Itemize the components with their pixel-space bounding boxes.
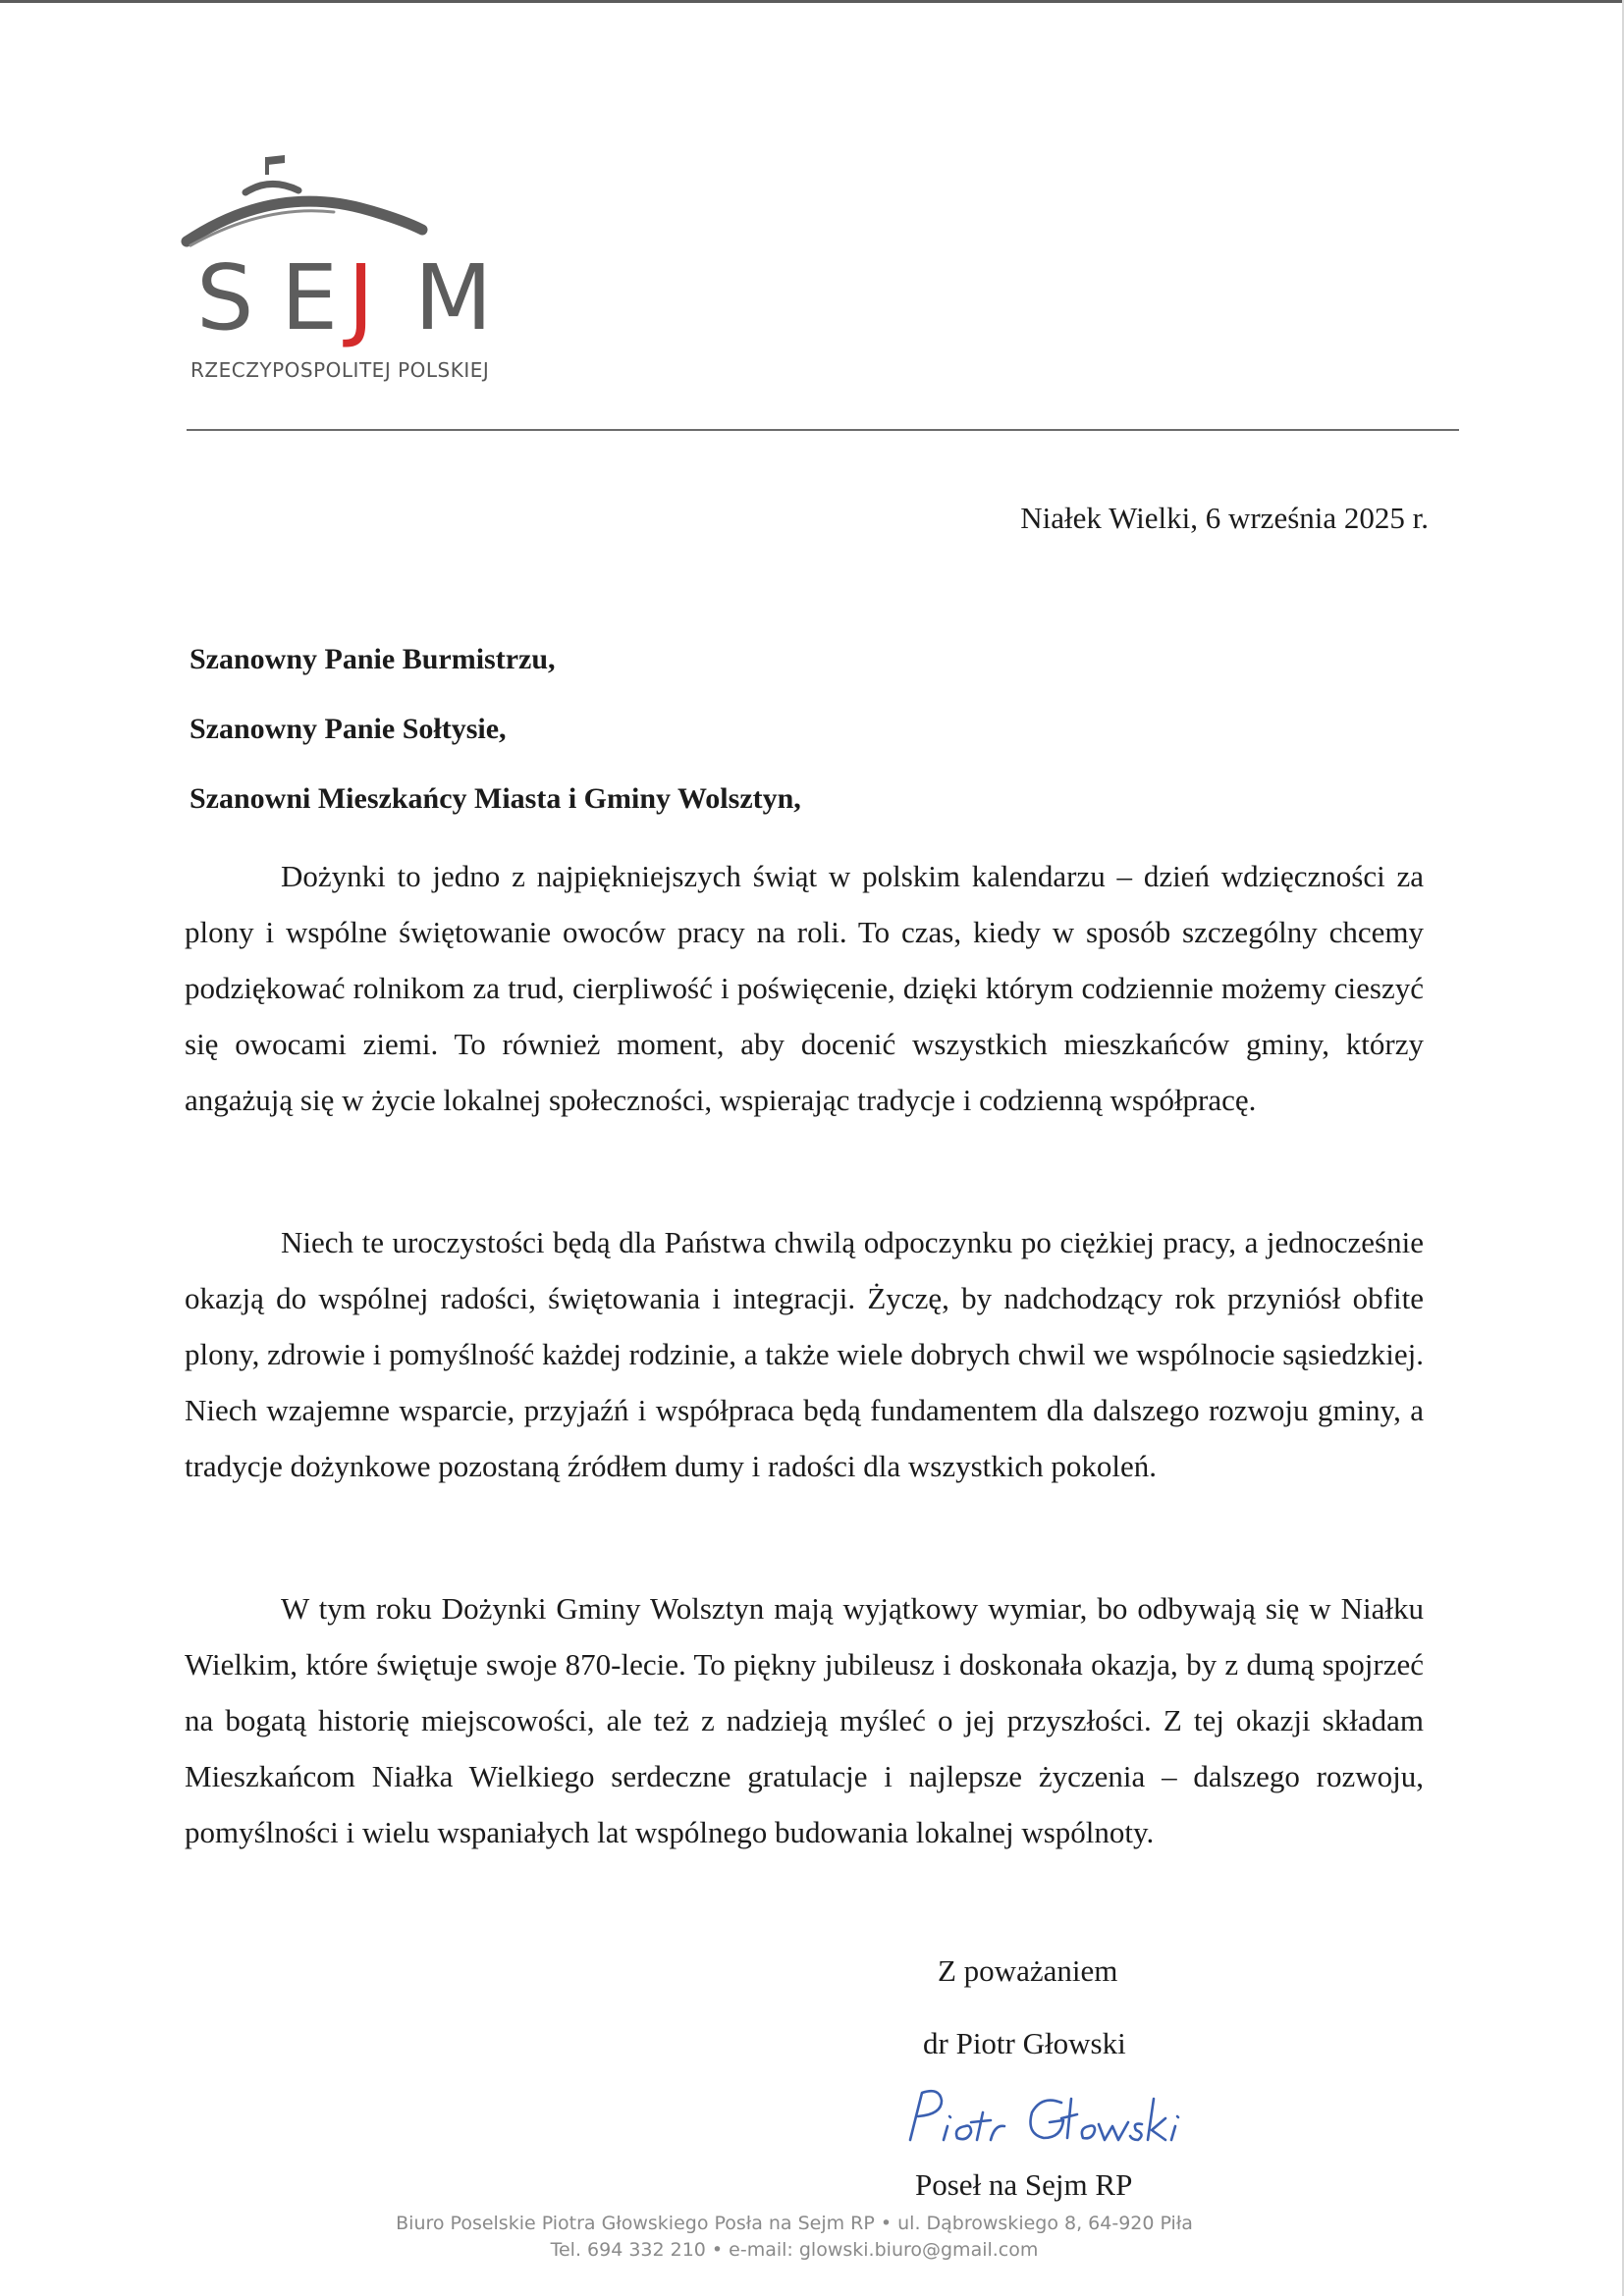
salutation-village-head: Szanowny Panie Sołtysie, <box>189 713 507 745</box>
logo-subtitle: RZECZYPOSPOLITEJ POLSKIEJ <box>190 358 490 382</box>
closing-phrase: Z poważaniem <box>938 1953 1118 1988</box>
sejm-logo <box>177 147 501 393</box>
handwritten-signature <box>889 2079 1203 2154</box>
letter-date: Niałek Wielki, 6 września 2025 r. <box>1020 501 1429 535</box>
body-paragraph: Dożynki to jedno z najpiękniejszych świąt w polskim kalendarzu – dzień wdzięczności za plony i wspólne świętowanie owoców pracy na roli. To czas, kiedy w sposób szczególny chcemy podziękować rolnikom za trud, cierpliwość i poświęcenie, dzięki którym codziennie możemy cieszyć się owocami ziemi. To również moment, aby docenić wszystkich mieszkańców gminy, którzy angażują się w życie lokalnej społeczności, wspierając tradycje i codzienną współpracę. <box>185 859 1424 1117</box>
signer-title: Poseł na Sejm RP <box>915 2167 1133 2202</box>
body-paragraph: Niech te uroczystości będą dla Państwa chwilą odpoczynku po ciężkiej pracy, a jednocześnie okazją do wspólnej radości, świętowania i integracji. Życzę, by nadchodzący rok przyniósł obfite plony, zdrowie i pomyślność każdej rodzinie, a także wiele dobrych chwil we wspólnocie sąsiedzkiej. Niech wzajemne wsparcie, przyjaźń i współpraca będą fundamentem dla dalszego rozwoju gminy, a tradycje dożynkowe pozostaną źródłem dumy i radości dla wszystkich pokoleń. <box>185 1225 1424 1483</box>
header-divider <box>187 429 1459 431</box>
logo-wordmark <box>190 245 524 373</box>
logo-letter-j: J <box>348 245 375 350</box>
footer-contact: Tel. 694 332 210 • e-mail: glowski.biuro@gmail.com <box>550 2239 1039 2261</box>
signer-name: dr Piotr Głowski <box>923 2026 1126 2060</box>
scan-edge-top <box>0 0 1624 3</box>
logo-letter-m: M <box>414 245 493 350</box>
salutation-residents: Szanowni Mieszkańcy Miasta i Gminy Wolsztyn, <box>189 782 801 815</box>
salutation-mayor: Szanowny Panie Burmistrzu, <box>189 643 556 675</box>
logo-letter-e: E <box>281 245 339 350</box>
footer-office-address: Biuro Poselskie Piotra Głowskiego Posła na Sejm RP • ul. Dąbrowskiego 8, 64-920 Piła <box>396 2213 1193 2234</box>
body-paragraph: W tym roku Dożynki Gminy Wolsztyn mają wyjątkowy wymiar, bo odbywają się w Niałku Wielkim, które świętuje swoje 870-lecie. To piękny jubileusz i doskonała okazja, by z dumą spojrzeć na bogatą historię miejscowości, ale też z nadzieją myśleć o jej przyszłości. Z tej okazji składam Mieszkańcom Niałka Wielkiego serdeczne gratulacje i najlepsze życzenia – dalszego rozwoju, pomyślności i wielu wspaniałych lat wspólnego budowania lokalnej wspólnoty. <box>185 1591 1424 1849</box>
logo-letter-s: S <box>196 245 254 350</box>
